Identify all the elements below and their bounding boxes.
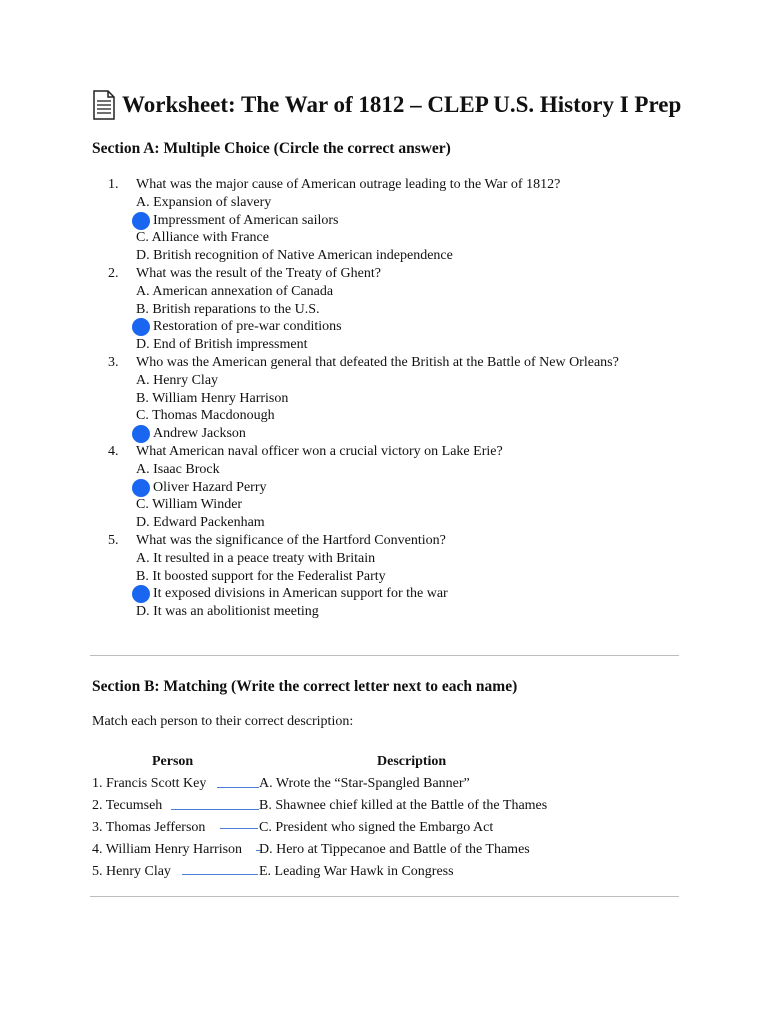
answer-option[interactable] [108,514,708,532]
answer-option[interactable] [108,372,708,390]
multiple-choice-list [108,176,708,621]
answer-option-content [136,407,275,425]
question-row [108,532,708,550]
answer-option-label: D. End of British impressment [136,337,308,353]
question-number: 3. [108,354,119,370]
matching-line [171,809,259,810]
answer-option-content [136,247,453,265]
answer-option-label: D. Edward Packenham [136,515,265,531]
answer-option-label: C. William Winder [136,497,243,513]
answer-option-label: A. Isaac Brock [136,461,220,477]
question-text: What was the major cause of American outrage leading to the War of 1812? [136,177,561,192]
divider [90,655,679,656]
matching-description: A. Wrote the “Star-Spangled Banner” [259,776,470,791]
answer-option[interactable] [108,479,708,497]
answer-option-label: Andrew Jackson [153,426,246,442]
matching-row [92,776,692,796]
question-number: 4. [108,443,119,459]
answer-option-label: C. Alliance with France [136,230,269,246]
answer-option-content [136,479,267,497]
answer-option-label: D. It was an abolitionist meeting [136,604,319,620]
matching-row [92,798,692,818]
answer-option-content [136,372,218,390]
column-header-person: Person [152,754,194,769]
answer-option[interactable] [108,301,708,319]
matching-line [220,828,258,829]
question-number: 5. [108,532,119,548]
matching-line [217,787,259,788]
section-b-heading: Section B: Matching (Write the correct letter next to each name) [92,678,518,695]
answer-option-content [136,283,333,301]
answer-option-content [136,496,242,514]
matching-line [182,874,258,875]
matching-person: 1. Francis Scott Key [92,776,207,791]
answer-option[interactable] [108,336,708,354]
answer-option-label: A. Henry Clay [136,372,219,388]
divider [90,896,679,897]
answer-option-label: A. It resulted in a peace treaty with Britain [136,550,376,566]
answer-option-label: A. American annexation of Canada [136,283,334,299]
answer-option-content [136,550,375,568]
question-row [108,265,708,283]
worksheet-title-text: Worksheet: The War of 1812 – CLEP U.S. History I Prep [122,92,682,117]
answer-mark [132,585,150,603]
question-text: What American naval officer won a crucial victory on Lake Erie? [136,443,503,459]
worksheet-title [92,90,681,120]
answer-option-content [136,229,269,247]
answer-option-content [136,301,320,319]
answer-option[interactable] [108,283,708,301]
question-text: Who was the American general that defeated the British at the Battle of New Orleans? [136,354,619,370]
answer-option-content [136,585,448,603]
question-row [108,354,708,372]
answer-option[interactable] [108,568,708,586]
answer-option-content [136,318,342,336]
answer-option-content [136,390,288,408]
answer-option-content [136,603,319,621]
answer-option-label: D. British recognition of Native American independence [136,248,453,264]
matching-person: 4. William Henry Harrison [92,842,243,857]
answer-option-content [136,461,220,479]
answer-option[interactable] [108,390,708,408]
answer-option[interactable] [108,212,708,230]
matching-person: 3. Thomas Jefferson [92,820,206,835]
column-header-description: Description [377,754,447,769]
answer-option-label: Oliver Hazard Perry [153,479,267,495]
matching-person: 5. Henry Clay [92,864,171,879]
answer-option[interactable] [108,603,708,621]
answer-option-content [136,336,308,354]
question-row [108,443,708,461]
answer-option-label: B. British reparations to the U.S. [136,301,320,317]
answer-option[interactable] [108,550,708,568]
answer-option-content [136,425,246,443]
answer-option[interactable] [108,247,708,265]
question-number: 2. [108,265,119,281]
question-text: What was the result of the Treaty of Ghent? [136,265,381,281]
answer-option-label: Impressment of American sailors [153,212,339,228]
answer-option-label: C. Thomas Macdonough [136,408,275,424]
answer-option[interactable] [108,496,708,514]
answer-option[interactable] [108,585,708,603]
matching-row [92,820,692,840]
matching-person: 2. Tecumseh [92,798,163,813]
answer-option-content [136,212,338,230]
answer-option[interactable] [108,229,708,247]
matching-intro: Match each person to their correct description: [92,714,354,729]
answer-option-content [136,568,386,586]
matching-row [92,864,692,884]
answer-mark [132,318,150,336]
matching-row [92,842,692,862]
answer-option[interactable] [108,318,708,336]
question-number: 1. [108,177,119,192]
question-text: What was the significance of the Hartford Convention? [136,532,446,548]
answer-mark [132,425,150,443]
matching-description: B. Shawnee chief killed at the Battle of the Thames [259,798,548,813]
matching-description: C. President who signed the Embargo Act [259,820,494,835]
answer-option-content [136,514,265,532]
answer-option[interactable] [108,194,708,212]
question-row [108,176,708,194]
answer-option-label: B. William Henry Harrison [136,390,289,406]
answer-option-content [136,194,271,212]
matching-description: E. Leading War Hawk in Congress [259,864,454,879]
matching-description: D. Hero at Tippecanoe and Battle of the Thames [259,842,530,857]
answer-option[interactable] [108,461,708,479]
answer-option-label: A. Expansion of slavery [136,194,272,210]
answer-mark [132,479,150,497]
answer-option[interactable] [108,425,708,443]
answer-option-label: B. It boosted support for the Federalist Party [136,568,386,584]
answer-option[interactable] [108,407,708,425]
answer-mark [132,212,150,230]
answer-option-label: It exposed divisions in American support for the war [153,586,448,602]
section-a-heading: Section A: Multiple Choice (Circle the correct answer) [92,140,451,157]
answer-option-label: Restoration of pre-war conditions [153,319,342,335]
document-page-icon [92,90,116,120]
